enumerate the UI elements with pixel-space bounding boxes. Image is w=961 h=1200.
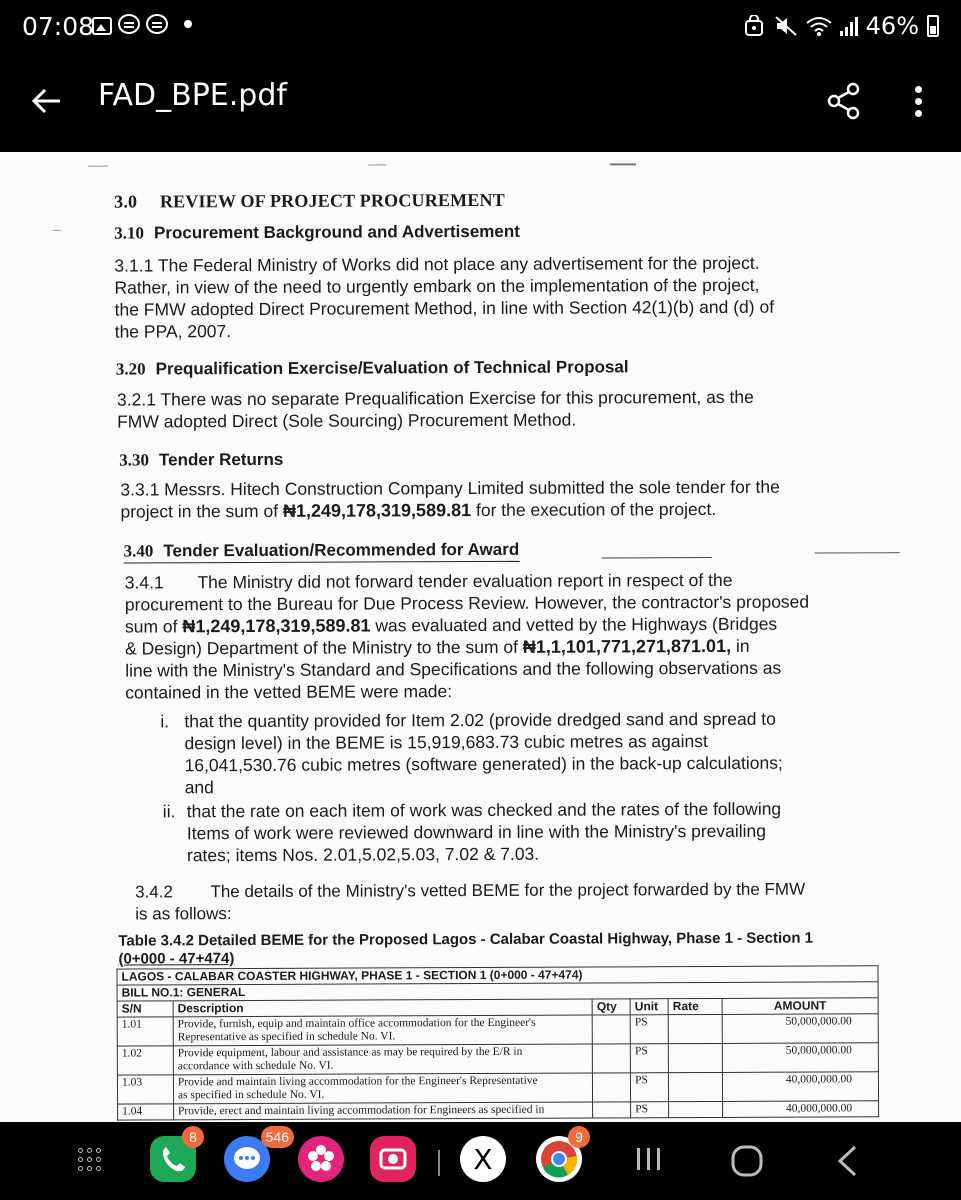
list-item-ii [162,798,817,867]
list-item-i [160,708,814,799]
status-bar [0,0,961,58]
description-line: Provide equipment, labour and assistance as may be required by the E/R in [177,1045,523,1060]
description-line: Representative as specified in schedule No. VI. [177,1030,396,1044]
text-line: 3.1.1 The Federal Ministry of Works did not place any advertisement for the project. [114,252,760,276]
chat-icon [118,14,140,34]
cell-sn: 1.01 [117,1017,173,1046]
battery-percent: 46% [865,12,919,40]
messages-app-icon[interactable] [224,1129,289,1182]
column-header: Rate [668,998,722,1014]
scan-mark [88,166,108,167]
underline-mark [602,557,712,558]
home-icon[interactable] [730,1144,764,1178]
text-line: 3.3.1 Messrs. Hitech Construction Company Limited submitted the sole tender for the [120,476,780,500]
section-heading-3-0 [114,190,505,213]
text-line: Items of work were reviewed downward in line with the Ministry's prevailing [186,820,767,844]
chrome-app-icon[interactable] [536,1129,583,1182]
text-line: Rather, in view of the need to urgently embark on the implementation of the project, [114,274,760,298]
system-icons [744,12,939,40]
text-fragment: sum of [124,616,183,637]
bill-label: BILL NO.1: GENERAL [117,982,878,1001]
scan-mark [610,163,636,165]
more-options-icon[interactable] [904,82,934,122]
cell-sn: 1.02 [117,1046,173,1075]
camera-icon [370,1136,416,1182]
heading-number: 3.20 [115,359,146,379]
cell-description [173,1044,592,1075]
pdf-page-content [0,152,961,1122]
heading-3-30 [119,450,283,471]
list-marker: i. [160,711,170,732]
text-line: rates; items Nos. 2.01,5.02,5.03, 7.02 & 7.03. [186,843,540,866]
scan-mark [368,164,386,165]
text-line: (0+000 - 47+474) [118,950,235,968]
cell-qty [593,1102,631,1118]
text-line: procurement to the Bureau for Due Process Review. However, the contractor's proposed [124,591,810,615]
camera-app-icon[interactable] [370,1136,416,1182]
notification-badge: 9 [568,1126,590,1148]
text-line: the PPA, 2007. [114,321,232,342]
column-header: AMOUNT [722,998,878,1015]
document-title: FAD_BPE.pdf [98,78,287,113]
text-line [120,498,808,523]
description-line: as specified in schedule No. VI. [177,1088,325,1102]
vetted-amount: ₦1,1,101,771,271,871.01, [522,635,732,657]
text-line: 3.2.1 There was no separate Prequalification Exercise for this procurement, as the [116,386,754,410]
text-line: 3.4.1 The Ministry did not forward tender evaluation report in respect of the [124,569,733,593]
table-row [118,1101,879,1120]
notification-badge: 546 [261,1126,294,1148]
text-line: contained in the vetted BEME were made: [125,681,453,703]
x-app-icon[interactable] [460,1136,506,1182]
signal-icon [840,16,858,36]
text-line: that the quantity provided for Item 2.02 (provide dredged sand and spread to [184,708,776,732]
section-number: 3.0 [114,191,138,212]
cell-qty [592,1015,630,1044]
heading-number: 3.30 [119,450,150,470]
text-fragment: project in the sum of [120,500,283,522]
cell-rate [669,1072,723,1101]
scan-mark [53,230,61,231]
text-fragment: & Design) Department of the Ministry to the sum of [125,636,523,659]
phone-app-icon[interactable] [150,1129,197,1182]
text-line: is as follows: [135,904,232,924]
cell-amount: 40,000,000.00 [723,1101,879,1118]
gallery-icon [92,17,112,35]
text-line: that the rate on each item of work was checked and the rates of the following [186,798,782,822]
share-icon[interactable] [826,82,862,120]
paragraph-3-4-2 [135,878,825,925]
notification-dot-icon [184,20,192,28]
cell-rate [668,1014,722,1043]
cell-sn: 1.03 [117,1075,173,1104]
cell-rate [669,1101,723,1117]
taskbar-divider [438,1150,440,1176]
back-nav-icon[interactable] [834,1144,860,1178]
paragraph-3-3-1 [120,476,808,523]
table-caption [118,929,863,968]
mute-icon [774,15,798,37]
cell-amount: 50,000,000.00 [722,1014,878,1044]
paragraph-3-4-1 [125,569,812,704]
table-row [117,1043,878,1075]
text-fragment: for the execution of the project. [471,498,717,521]
cell-rate [668,1043,722,1072]
app-drawer-icon[interactable] [78,1148,104,1174]
cell-description [173,1073,592,1104]
text-line [125,613,811,638]
back-arrow-icon[interactable] [30,84,64,118]
cell-qty [592,1044,630,1073]
text-line: design level) in the BEME is 15,919,683.73 cubic metres as against [184,731,708,754]
cell-amount: 50,000,000.00 [722,1043,878,1073]
status-time: 07:08 [22,12,95,41]
paragraph-3-2-1 [117,386,805,433]
notification-icons [92,14,192,34]
text-line [125,635,811,660]
heading-3-20 [116,357,629,379]
list-marker: ii. [162,801,176,822]
chat-icon [146,14,168,34]
heading-3-10 [114,222,520,244]
column-header: S/N [117,1001,173,1017]
blossom-app-icon[interactable] [298,1136,344,1182]
flower-icon [298,1136,344,1182]
battery-icon [927,15,939,37]
cell-unit: PS [630,1044,668,1073]
cell-unit: PS [631,1102,669,1118]
description-line: Provide, furnish, equip and maintain office accommodation for the Engineer's [177,1016,536,1031]
wifi-icon [806,15,832,37]
recent-apps-icon[interactable] [634,1144,664,1174]
heading-number: 3.10 [114,223,145,243]
description-line: Provide, erect and maintain living accommodation for Engineers as specified in [177,1103,545,1118]
tender-amount: ₦1,249,178,319,589.81 [282,500,472,521]
text-line: line with the Ministry's Standard and Specifications and the following observations as [125,657,782,681]
text-fragment: in [731,635,750,656]
text-line: and [184,777,214,798]
cell-amount: 40,000,000.00 [723,1072,879,1102]
app-header [0,58,961,152]
column-header: Qty [592,999,630,1015]
column-header: Unit [630,999,668,1015]
heading-3-40 [124,540,520,564]
heading-title: Tender Evaluation/Recommended for Award [163,539,520,561]
beme-table [116,965,879,1120]
description-line: Provide and maintain living accommodation for the Engineer's Representative [177,1074,538,1089]
heading-title: Prequalification Exercise/Evaluation of Technical Proposal [155,357,629,379]
cell-unit: PS [630,1015,668,1044]
table-row [117,1014,878,1046]
cell-sn: 1.04 [118,1104,174,1120]
text-line: the FMW adopted Direct Procurement Method, in line with Section 42(1)(b) and (d) of [114,296,775,320]
cell-description [173,1102,592,1120]
table-title: LAGOS - CALABAR COASTER HIGHWAY, PHASE 1 - SECTION 1 (0+000 - 47+474) [117,966,878,985]
table-row [117,1072,878,1104]
cell-unit: PS [631,1073,669,1102]
proposed-amount: ₦1,249,178,319,589.81 [182,615,371,637]
heading-title: Procurement Background and Advertisement [153,221,520,243]
text-line: FMW adopted Direct (Sole Sourcing) Procurement Method. [117,409,577,432]
column-header: Description [173,999,592,1017]
heading-number: 3.40 [123,541,154,561]
section-title: REVIEW OF PROJECT PROCUREMENT [159,189,505,212]
text-fragment: was evaluated and vetted by the Highways (Bridges [370,613,778,636]
text-line: 3.4.2 The details of the Ministry's vetted BEME for the project forwarded by the FMW [135,879,806,902]
underline-mark [815,552,900,553]
description-line: accordance with schedule No. VI. [177,1059,334,1073]
lock-screen-icon [744,15,766,37]
paragraph-3-1-1 [114,252,802,343]
text-line: 16,041,530.76 cubic metres (software generated) in the back-up calculations; [184,752,783,776]
heading-title: Tender Returns [158,449,284,470]
notification-badge: 8 [182,1126,204,1148]
text-line: Table 3.4.2 Detailed BEME for the Proposed Lagos - Calabar Coastal Highway, Phase 1 - Section 1 [118,929,814,950]
pdf-page[interactable] [0,152,961,1122]
cell-qty [593,1073,631,1102]
navigation-bar [0,1122,961,1200]
cell-description [173,1015,592,1046]
x-logo-icon: X [473,1143,493,1176]
